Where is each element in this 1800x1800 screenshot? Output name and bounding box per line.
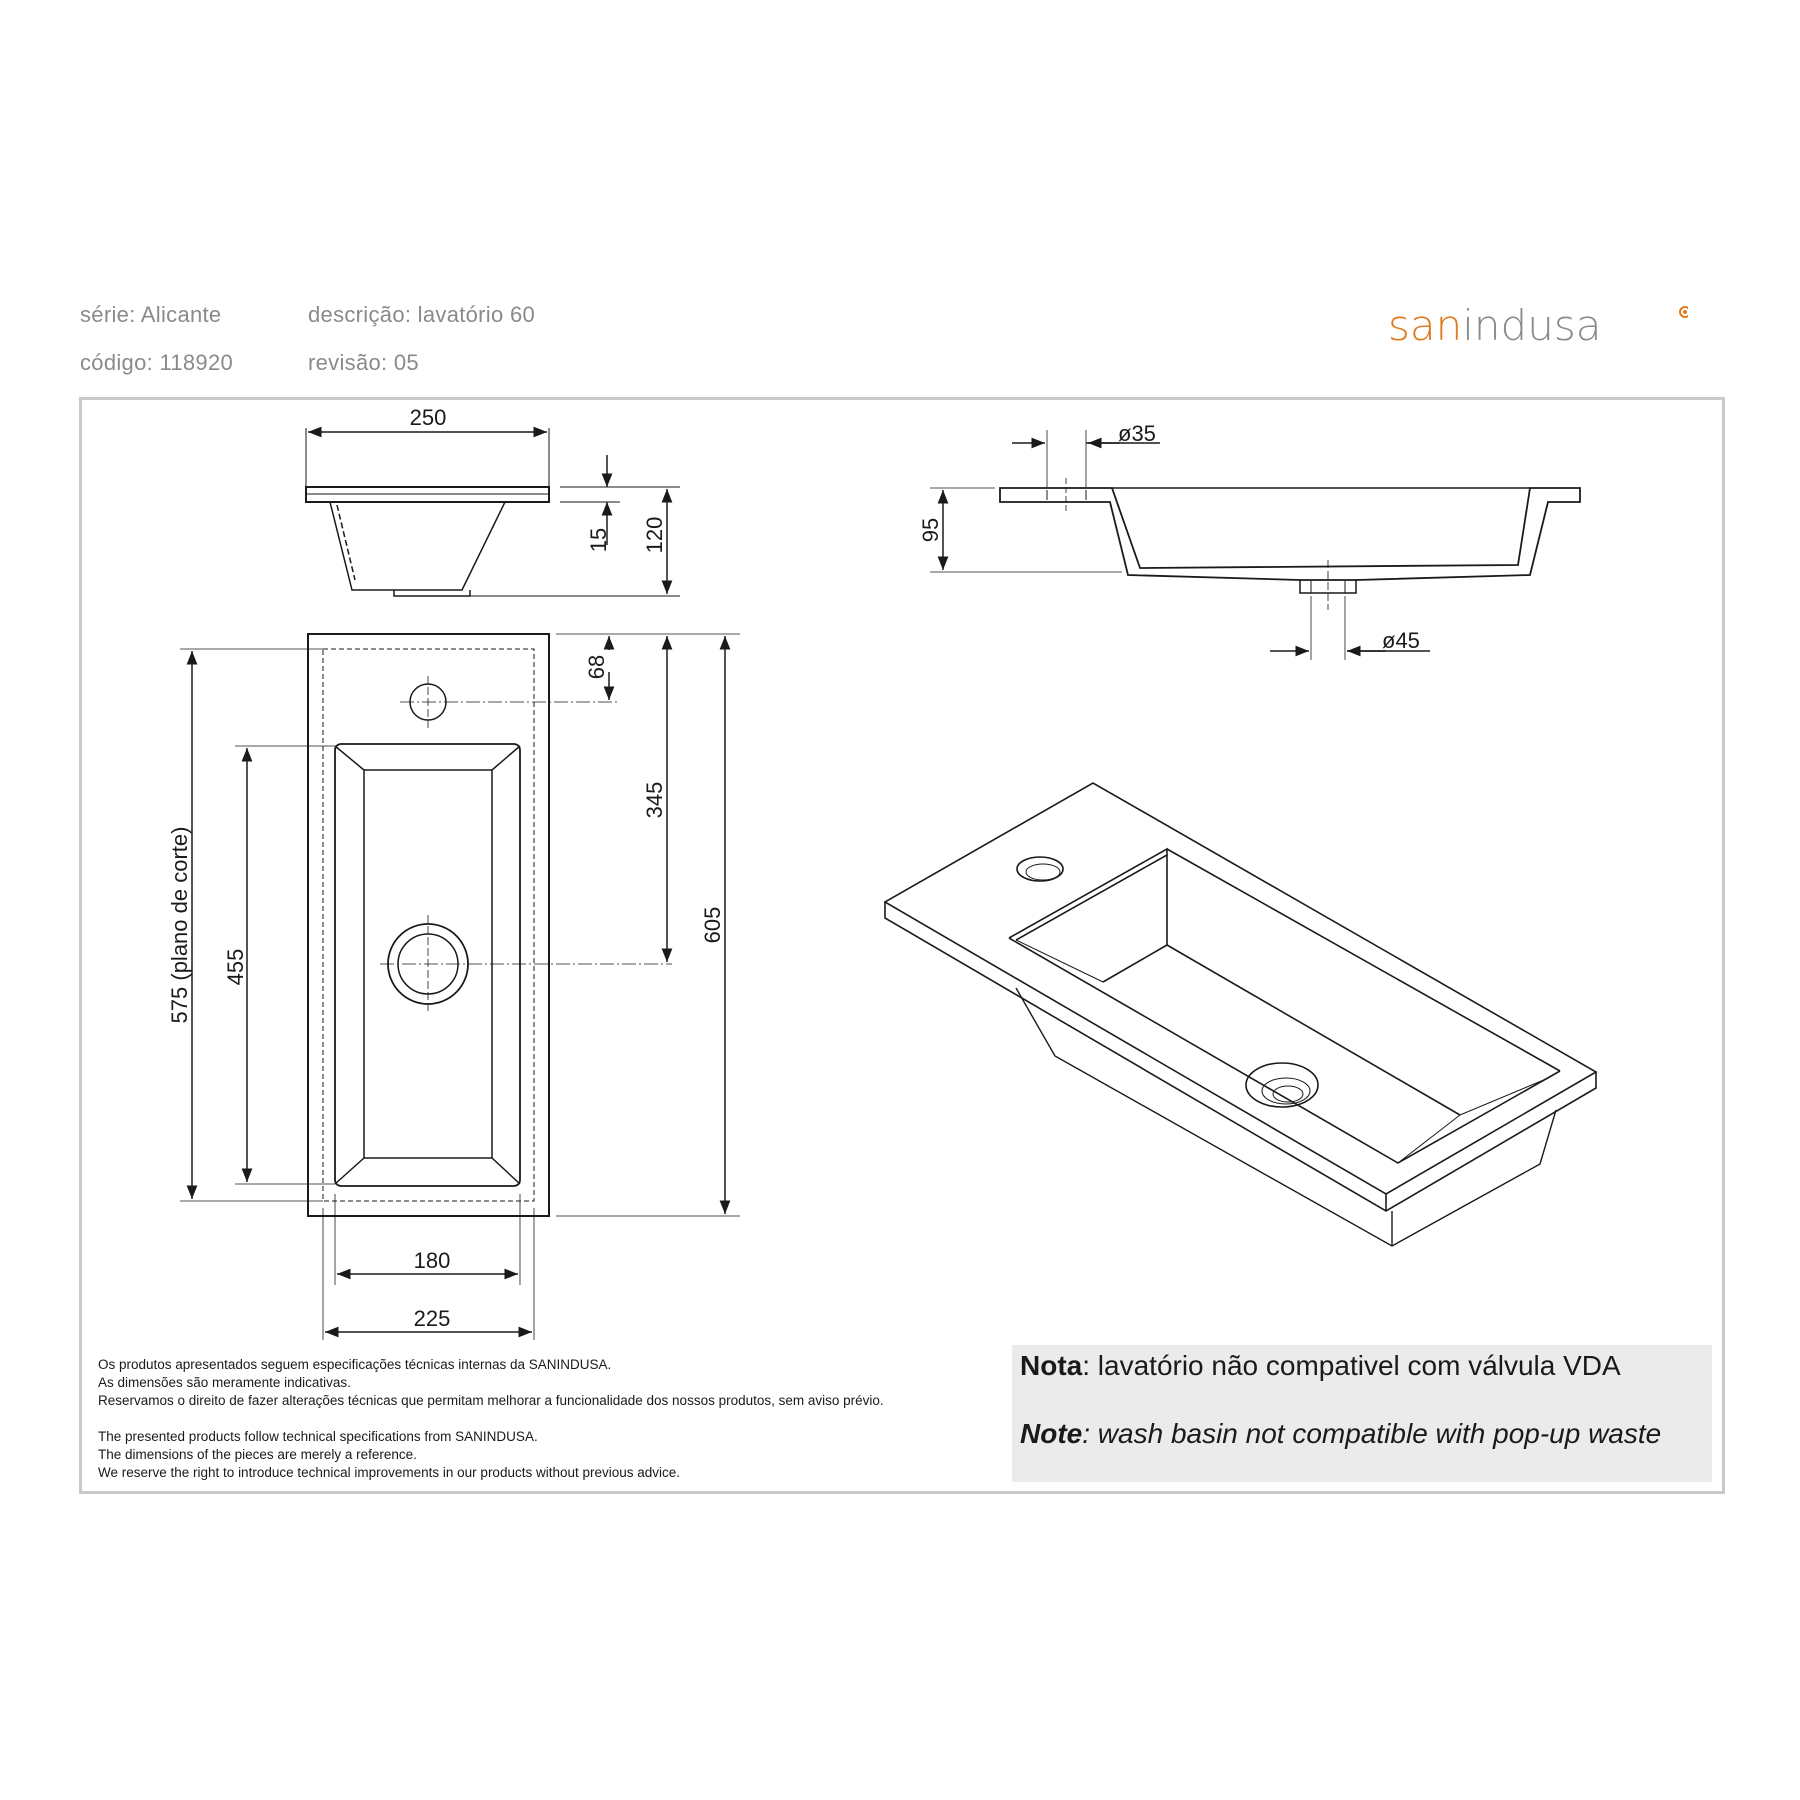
dim-side-rim: 15 bbox=[586, 527, 611, 553]
note-pt-text: : lavatório não compativel com válvula VDA bbox=[1082, 1350, 1621, 1381]
dim-side-width: 250 bbox=[409, 405, 447, 430]
description-label: descrição: lavatório 60 bbox=[308, 302, 536, 327]
note-pt-label: Nota bbox=[1020, 1350, 1083, 1381]
dim-bowl-length: 455 bbox=[223, 948, 248, 986]
dim-tap-hole-diameter: ø35 bbox=[1118, 421, 1156, 446]
dim-drain-diameter: ø45 bbox=[1382, 628, 1420, 653]
side-elevation-view bbox=[306, 428, 680, 596]
dim-inner-width: 225 bbox=[413, 1306, 451, 1331]
note-en-text: : wash basin not compatible with pop-up waste bbox=[1082, 1418, 1662, 1449]
isometric-view bbox=[885, 783, 1596, 1246]
dim-drain-offset: 345 bbox=[642, 781, 667, 819]
dim-tap-hole-offset: 68 bbox=[584, 654, 609, 680]
dim-side-height: 120 bbox=[642, 516, 667, 554]
disclaimer-en-line-3: We reserve the right to introduce technical improvements in our products without previous advice. bbox=[98, 1465, 681, 1480]
logo-text-san: san bbox=[1388, 301, 1463, 350]
disclaimer-en-line-2: The dimensions of the pieces are merely a reference. bbox=[98, 1447, 417, 1462]
note-en-label: Note bbox=[1020, 1418, 1083, 1449]
series-label: série: Alicante bbox=[80, 302, 222, 327]
dim-bowl-width: 180 bbox=[413, 1248, 451, 1273]
dim-section-height: 95 bbox=[918, 517, 943, 543]
dim-total-length: 605 bbox=[700, 906, 725, 944]
disclaimer-pt-line-3: Reservamos o direito de fazer alterações técnicas que permitam melhorar a funcionalidade dos nossos produtos, sem aviso prévio. bbox=[98, 1393, 884, 1408]
logo-text-indusa: indusa bbox=[1462, 301, 1602, 350]
note-pt bbox=[1020, 1349, 1621, 1383]
revision-label: revisão: 05 bbox=[308, 350, 419, 375]
code-label: código: 118920 bbox=[80, 350, 234, 375]
section-view bbox=[930, 430, 1580, 660]
plan-view bbox=[180, 634, 740, 1340]
disclaimer-pt-line-2: As dimensões são meramente indicativas. bbox=[98, 1375, 351, 1390]
note-en bbox=[1020, 1417, 1680, 1451]
dim-cut-plane: 575 (plano de corte) bbox=[167, 826, 192, 1024]
note-box bbox=[1012, 1345, 1712, 1482]
disclaimer-en-line-1: The presented products follow technical specifications from SANINDUSA. bbox=[98, 1429, 538, 1444]
disclaimer-pt-line-1: Os produtos apresentados seguem especificações técnicas internas da SANINDUSA. bbox=[98, 1357, 612, 1372]
